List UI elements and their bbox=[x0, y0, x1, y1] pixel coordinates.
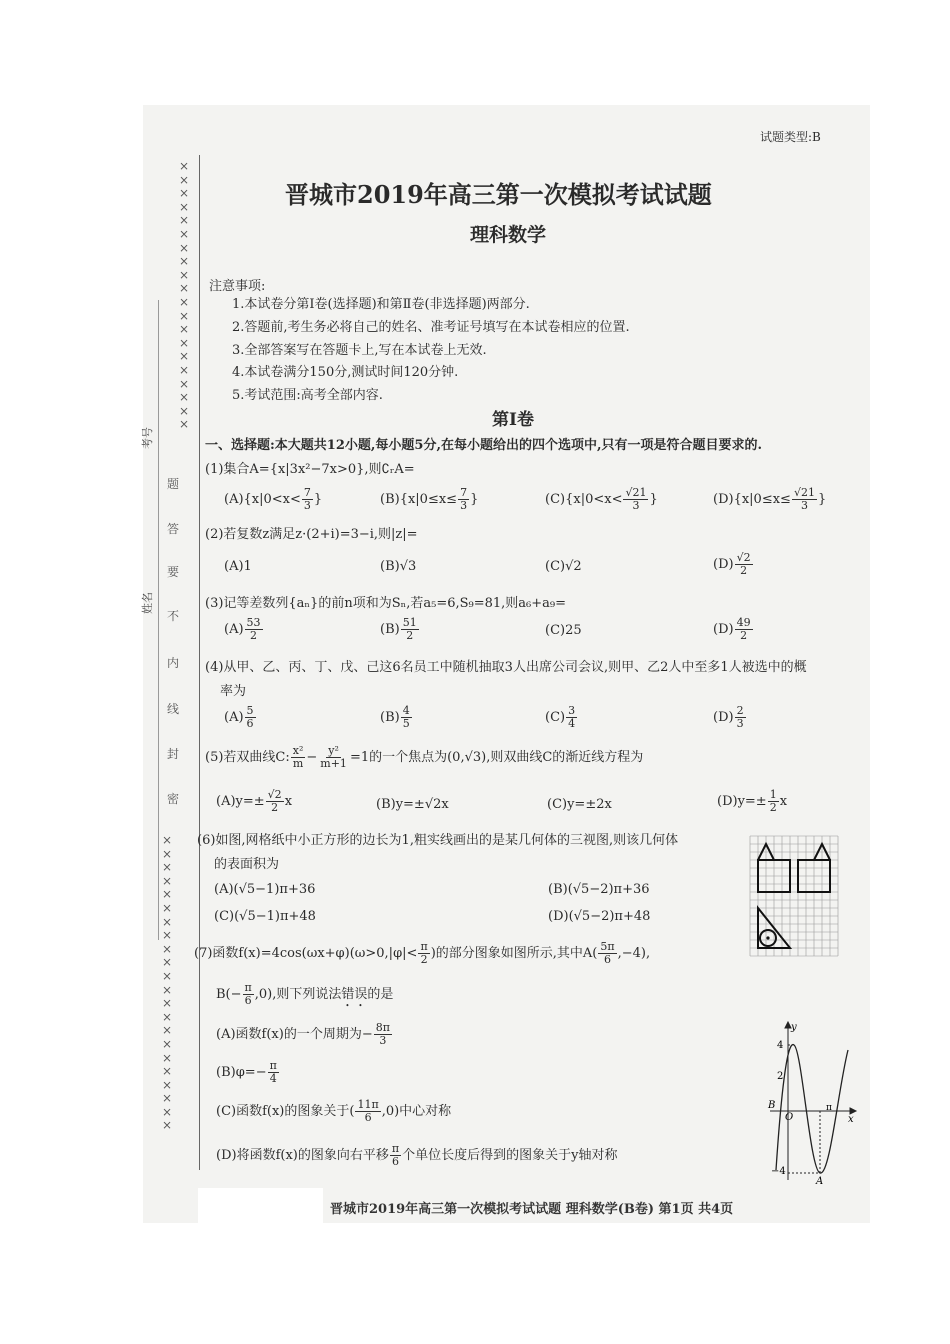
pi-tick-label: π bbox=[826, 1103, 832, 1113]
q1-option-d: (D){x|0≤x≤ $\frac{√21}{3}$ } bbox=[713, 486, 827, 512]
q2-option-a: (A)1 bbox=[224, 559, 252, 574]
notice-item: 1.本试卷分第Ⅰ卷(选择题)和第Ⅱ卷(非选择题)两部分. bbox=[232, 297, 530, 312]
question-2-stem: (2)若复数z满足z·(2+i)=3−i,则|z|= bbox=[205, 527, 418, 542]
seal-char: 线 bbox=[167, 702, 180, 716]
q4-option-a: (A) $\frac{5}{6}$ bbox=[224, 704, 254, 730]
section-title: 第Ⅰ卷 bbox=[492, 410, 534, 430]
page-footer: 晋城市2019年高三第一次模拟考试试题 理科数学(B卷) 第1页 共4页 bbox=[330, 1202, 734, 1217]
q1-option-b: (B){x|0≤x≤ $\frac{7}{3}$ } bbox=[380, 486, 479, 512]
q7-option-b: (B)φ=− $\frac{\pi}{4}$ bbox=[216, 1059, 277, 1085]
q2-option-c: (C)√2 bbox=[545, 559, 582, 574]
top-view-center-dot bbox=[766, 936, 769, 939]
three-view-figure bbox=[748, 834, 844, 958]
seal-char: 题 bbox=[167, 477, 180, 491]
q1-option-c: (C){x|0<x< $\frac{√21}{3}$ } bbox=[545, 486, 658, 512]
tick-label-2: 2 bbox=[777, 1071, 784, 1082]
q3-option-a: (A) $\frac{53}{2}$ bbox=[224, 616, 261, 642]
q4-option-c: (C) $\frac{3}{4}$ bbox=[545, 704, 576, 730]
q6-option-c: (C)(√5−1)π+48 bbox=[214, 909, 316, 924]
q3-option-d: (D) $\frac{49}{2}$ bbox=[713, 616, 751, 642]
q6-option-b: (B)(√5−2)π+36 bbox=[548, 882, 650, 897]
seal-char: 内 bbox=[167, 656, 180, 670]
question-4-stem: (4)从甲、乙、丙、丁、戊、己这6名员工中随机抽取3人出席公司会议,则甲、乙2人中至多1人被选中的概 bbox=[205, 660, 807, 675]
point-b-label: B bbox=[768, 1100, 776, 1111]
q5-option-c: (C)y=±2x bbox=[547, 797, 612, 812]
notice-item: 5.考试范围:高考全部内容. bbox=[232, 388, 383, 403]
exam-number-label: 考号 bbox=[141, 427, 154, 449]
seal-char: 密 bbox=[167, 792, 180, 806]
question-6-stem: (6)如图,网格纸中小正方形的边长为1,粗实线画出的是某几何体的三视图,则该几何体 bbox=[197, 833, 679, 848]
q7-option-a: (A)函数f(x)的一个周期为− $\frac{8\pi}{3}$ bbox=[216, 1021, 390, 1047]
q7-option-c: (C)函数f(x)的图象关于( $\frac{11\pi}{6}$ ,0)中心对称 bbox=[216, 1098, 452, 1124]
name-label: 姓名 bbox=[141, 592, 154, 614]
seal-char: 答 bbox=[167, 522, 180, 536]
q4-option-d: (D) $\frac{2}{3}$ bbox=[713, 704, 744, 730]
cosine-graph bbox=[762, 1020, 858, 1186]
question-7-stem-cont: B(− $\frac{\pi}{6}$ ,0),则下列说法错误的是 bbox=[216, 981, 394, 1007]
point-a-label: A bbox=[816, 1176, 824, 1186]
q3-option-c: (C)25 bbox=[545, 623, 582, 638]
notice-item: 4.本试卷满分150分,测试时间120分钟. bbox=[232, 365, 459, 380]
question-6-stem-cont: 的表面积为 bbox=[214, 857, 280, 872]
question-7-stem: (7)函数f(x)=4cos(ωx+φ)(ω>0,|φ|< $\frac{\pi}{2}$ )的部分图象如图所示,其中A( $\frac{5\pi}{6}$ ,−4), bbox=[194, 940, 651, 966]
question-3-stem: (3)记等差数列{aₙ}的前n项和为Sₙ,若a₅=6,S₉=81,则a₆+a₉= bbox=[205, 596, 567, 611]
seal-char: 封 bbox=[167, 747, 180, 761]
exam-subtitle: 理科数学 bbox=[470, 224, 547, 246]
tick-label-4: 4 bbox=[777, 1040, 784, 1051]
q2-option-b: (B)√3 bbox=[380, 559, 417, 574]
q1-option-a: (A){x|0<x< $\frac{7}{3}$ } bbox=[224, 486, 323, 512]
margin-crosses-bottom: × × × × × × × × × × × × × × × × × × × × × × bbox=[161, 833, 173, 1133]
cover-patch bbox=[198, 1188, 323, 1224]
q4-option-b: (B) $\frac{4}{5}$ bbox=[380, 704, 410, 730]
question-5-stem: (5)若双曲线C: $\frac{\text{x²}}{m}$ − $\frac{\text{y²}}{m+1}$ =1的一个焦点为(0,√3),则双曲线C的渐近线方程为 bbox=[205, 744, 644, 770]
tick-label-neg4: −4 bbox=[771, 1166, 786, 1177]
notice-heading: 注意事项: bbox=[209, 279, 266, 294]
seal-char: 不 bbox=[167, 609, 180, 623]
x-axis-label: x bbox=[848, 1114, 854, 1125]
q6-option-d: (D)(√5−2)π+48 bbox=[548, 909, 651, 924]
paper-type-label: 试题类型:B bbox=[760, 130, 821, 144]
margin-rule bbox=[199, 155, 200, 1170]
q7-option-d: (D)将函数f(x)的图象向右平移 $\frac{\pi}{6}$ 个单位长度后得到的图象关于y轴对称 bbox=[216, 1142, 618, 1168]
q5-option-a: (A)y=± $\frac{√2}{2}$ x bbox=[216, 788, 293, 814]
seal-char: 要 bbox=[167, 565, 180, 579]
y-axis-label: y bbox=[791, 1022, 797, 1033]
notice-item: 3.全部答案写在答题卡上,写在本试卷上无效. bbox=[232, 343, 487, 358]
exam-title: 晋城市2019年高三第一次模拟考试试题 bbox=[285, 180, 712, 209]
emphasis-wrong: 错误 bbox=[341, 987, 368, 1002]
question-1-stem: (1)集合A={x|3x²−7x>0},则∁ᵣA= bbox=[205, 462, 415, 477]
notice-item: 2.答题前,考生务必将自己的姓名、准考证号填写在本试卷相应的位置. bbox=[232, 320, 630, 335]
q2-option-d: (D) $\frac{√2}{2}$ bbox=[713, 551, 751, 577]
margin-rule-name-line bbox=[158, 300, 159, 940]
grid-lines bbox=[750, 836, 838, 956]
question-4-stem-cont: 率为 bbox=[220, 684, 247, 699]
q5-option-b: (B)y=±√2x bbox=[376, 797, 449, 812]
q5-option-d: (D)y=± $\frac{1}{2}$ x bbox=[717, 788, 788, 814]
cosine-curve bbox=[776, 1045, 848, 1173]
section-instruction: 一、选择题:本大题共12小题,每小题5分,在每小题给出的四个选项中,只有一项是符合题目要求的. bbox=[205, 438, 763, 453]
q3-option-b: (B) $\frac{51}{2}$ bbox=[380, 616, 417, 642]
origin-label: O bbox=[785, 1112, 794, 1123]
margin-crosses-top: × × × × × × × × × × × × × × × × × × × × bbox=[178, 159, 190, 432]
q6-option-a: (A)(√5−1)π+36 bbox=[214, 882, 316, 897]
